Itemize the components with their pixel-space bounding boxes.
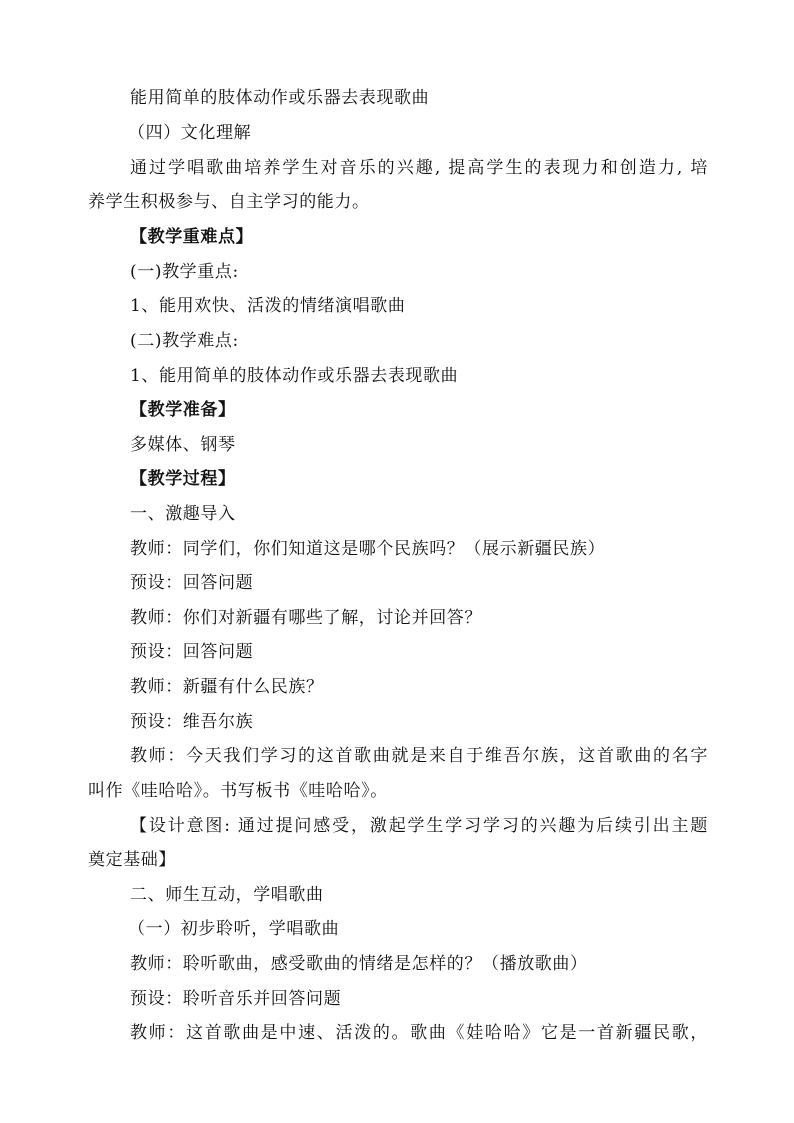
text-line: 1、能用简单的肢体动作或乐器去表现歌曲 xyxy=(130,366,459,386)
text-line: 能用简单的肢体动作或乐器去表现歌曲 xyxy=(130,88,430,108)
dialogue-line: 教师：聆听歌曲，感受歌曲的情绪是怎样的？（播放歌曲） xyxy=(130,954,588,974)
dialogue-line: 教师：你们对新疆有哪些了解，讨论并回答？ xyxy=(130,608,482,628)
design-intent-line: 奠定基础】 xyxy=(88,850,176,870)
text-line: 多媒体、钢琴 xyxy=(130,435,236,455)
text-line: 二、师生互动，学唱歌曲 xyxy=(130,885,324,905)
design-intent-line: 【设计意图: 通过提问感受，激起学生学习学习的兴趣为后续引出主题 xyxy=(130,816,708,836)
text-line: 一、激趣导入 xyxy=(130,504,236,524)
dialogue-line: 教师：新疆有什么民族？ xyxy=(130,677,324,697)
dialogue-line: 预设：维吾尔族 xyxy=(130,712,254,732)
dialogue-line: 教师：这首歌曲是中速、活泼的。歌曲《娃哈哈》它是一首新疆民歌， xyxy=(130,1023,708,1043)
subheading: (二)教学难点: xyxy=(130,331,239,351)
dialogue-line: 教师：今天我们学习的这首歌曲就是来自于维吾尔族，这首歌曲的名字 xyxy=(130,746,708,766)
text-line: 1、能用欢快、活泼的情绪演唱歌曲 xyxy=(130,296,406,316)
section-title-process: 【教学过程】 xyxy=(130,469,236,489)
subheading: （一）初步聆听，学唱歌曲 xyxy=(128,919,340,939)
dialogue-line: 教师：同学们，你们知道这是哪个民族吗？（展示新疆民族） xyxy=(130,539,606,559)
paragraph-line: 通过学唱歌曲培养学生对音乐的兴趣, 提高学生的表现力和创造力, 培 xyxy=(130,158,708,178)
section-title-preparation: 【教学准备】 xyxy=(130,400,236,420)
dialogue-line: 预设：回答问题 xyxy=(130,573,254,593)
subheading: (一)教学重点: xyxy=(130,262,239,282)
section-title-key-points: 【教学重难点】 xyxy=(130,227,254,247)
section-heading: （四）文化理解 xyxy=(128,123,252,143)
paragraph-line: 养学生积极参与、自主学习的能力。 xyxy=(88,192,370,212)
dialogue-line: 预设：聆听音乐并回答问题 xyxy=(130,989,342,1009)
dialogue-line: 预设：回答问题 xyxy=(130,642,254,662)
dialogue-line: 叫作《哇哈哈》。书写板书《哇哈哈》。 xyxy=(88,781,388,801)
